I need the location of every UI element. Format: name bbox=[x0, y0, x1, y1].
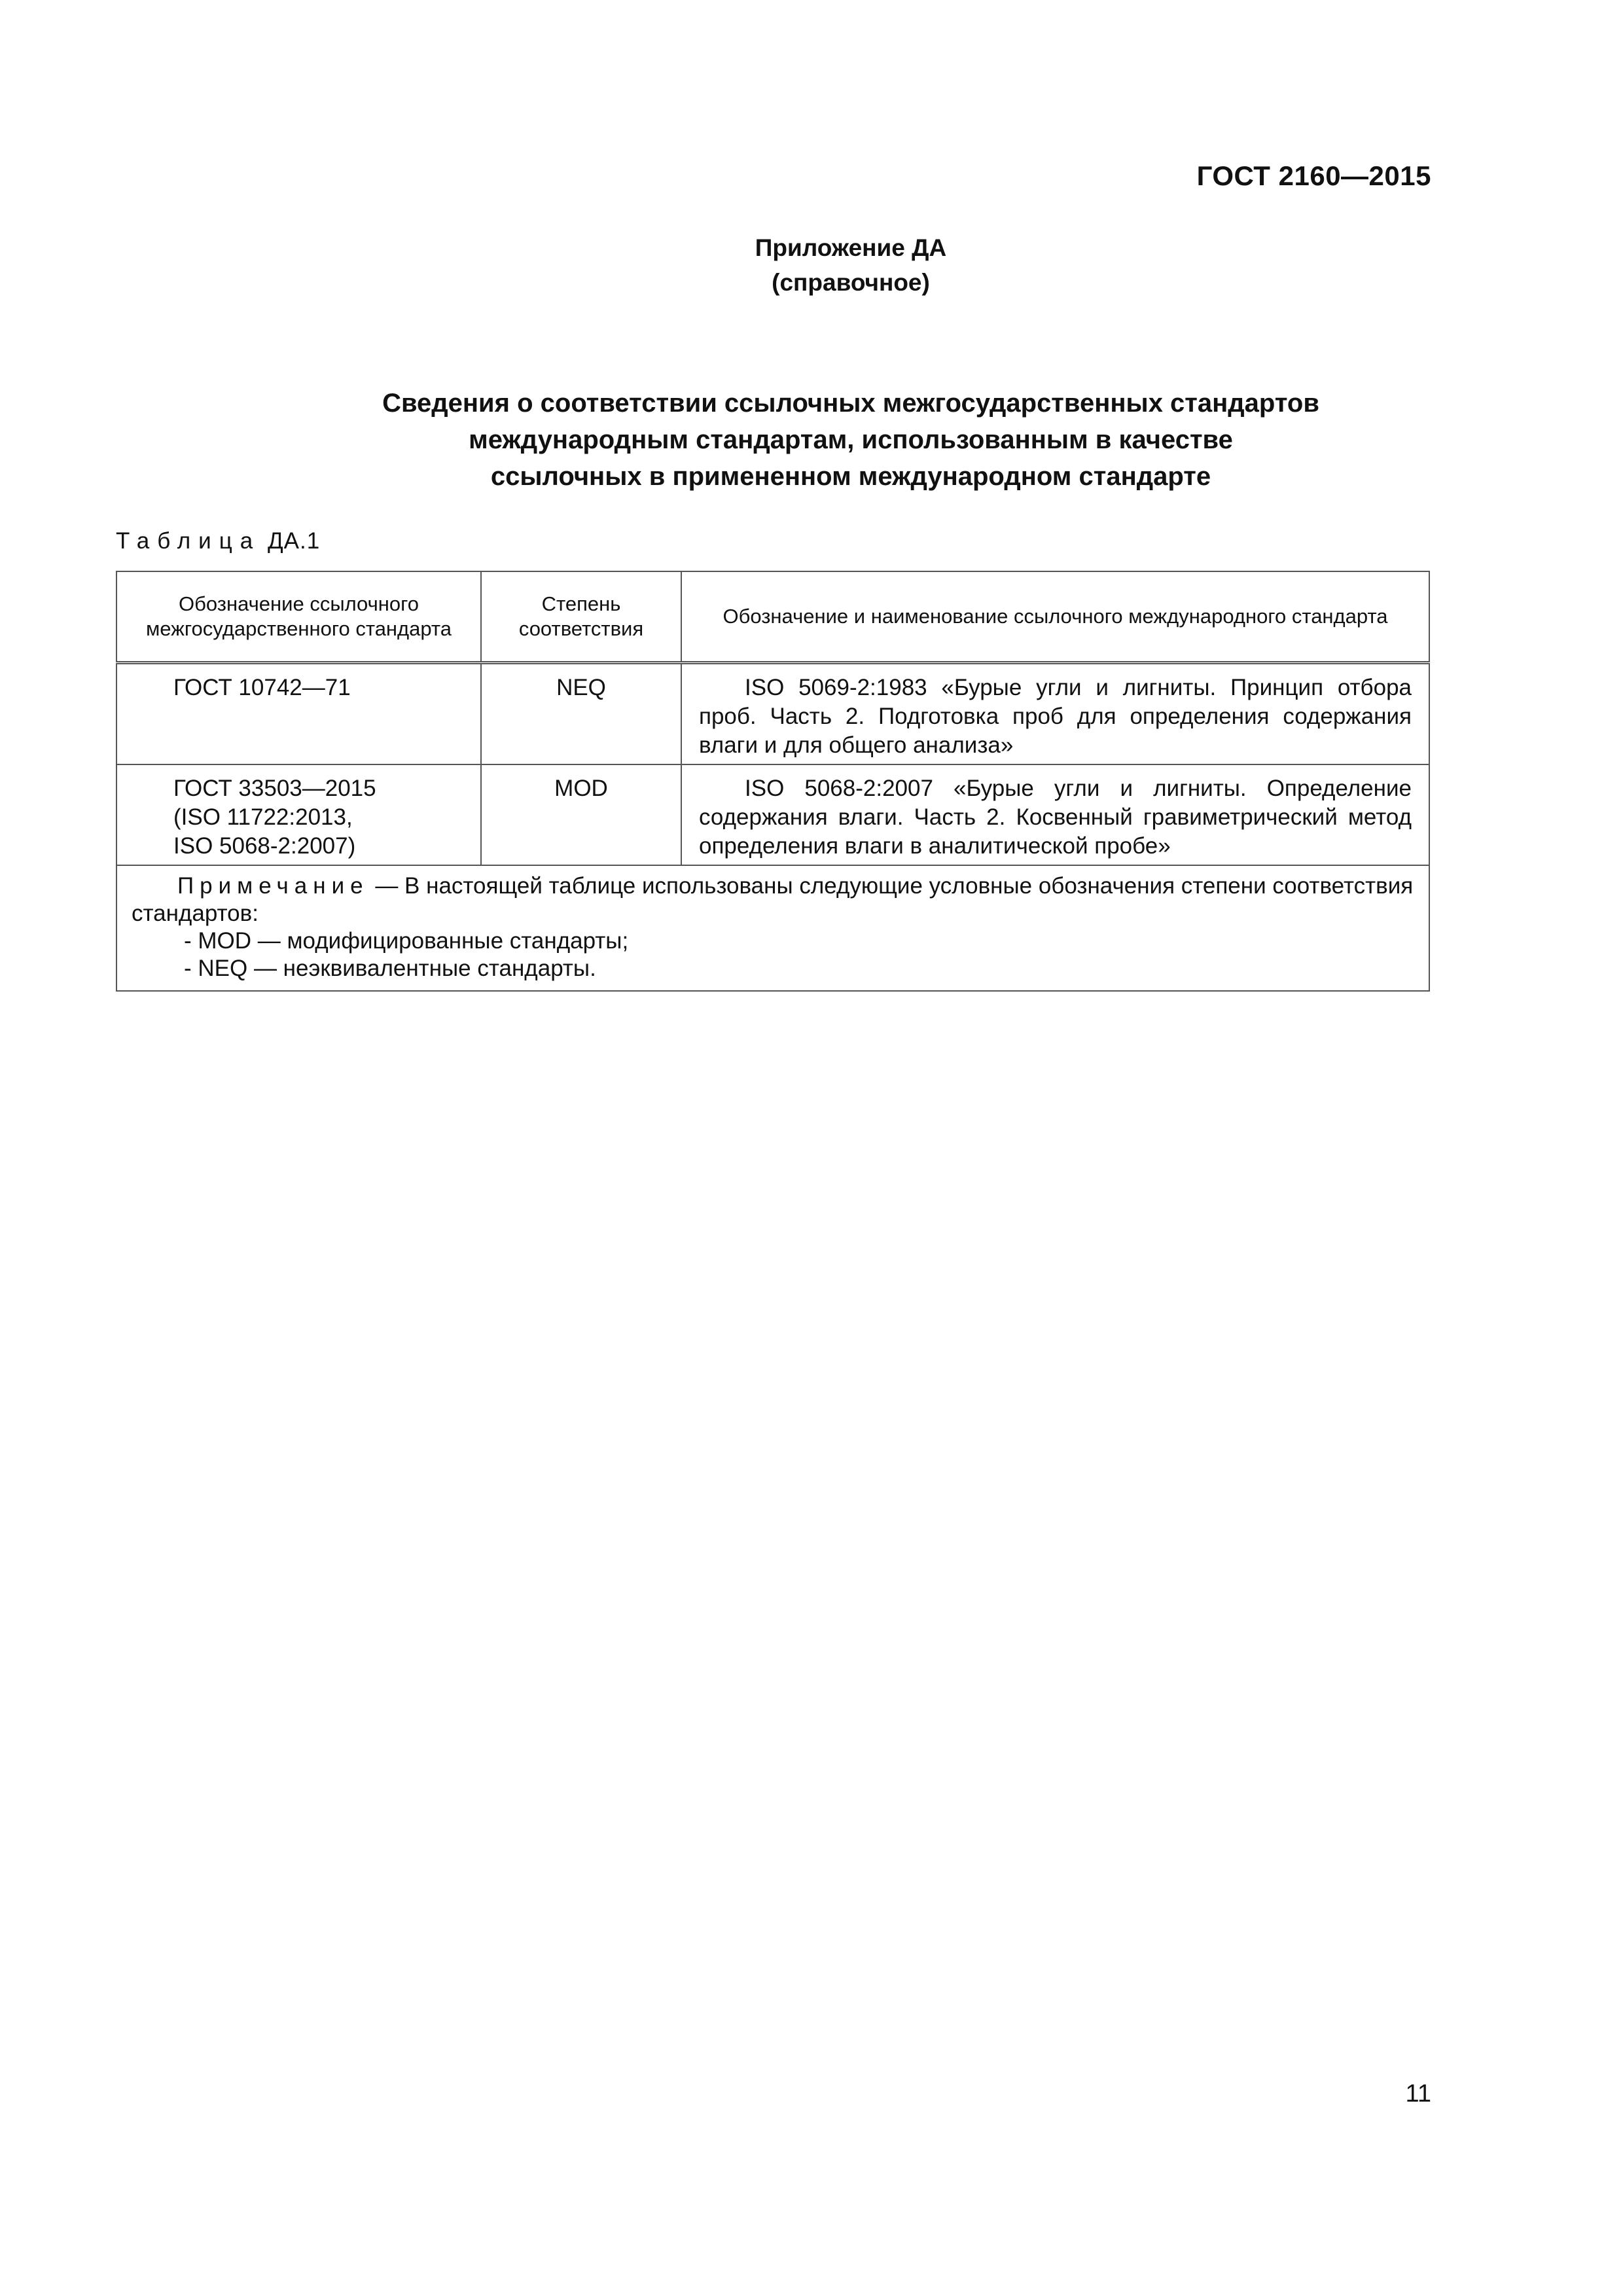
designation-line: ГОСТ 33503—2015 bbox=[173, 776, 376, 801]
header-international: Обозначение и наименование ссылочного международного стандарта bbox=[681, 571, 1429, 663]
section-title bbox=[0, 385, 1623, 495]
table-caption-label: Таблица bbox=[116, 528, 261, 554]
table-caption bbox=[116, 528, 320, 554]
appendix-type: (справочное) bbox=[772, 269, 930, 296]
note-lead bbox=[132, 872, 1414, 927]
note-item: - NEQ — неэквивалентные стандарты. bbox=[184, 956, 596, 981]
section-title-line: Сведения о соответствии ссылочных межгосударственных стандартов bbox=[382, 389, 1319, 418]
header-designation: Обозначение ссылочного межгосударственного стандарта bbox=[116, 571, 481, 663]
cell-designation bbox=[116, 764, 481, 865]
cell-international: ISO 5068-2:2007 «Бурые угли и лигниты. Определение содержания влаги. Часть 2. Косвенный гравиметрический метод определения влаги в аналитической пробе» bbox=[681, 764, 1429, 865]
note-label: Примечание bbox=[177, 873, 369, 899]
cell-international: ISO 5069-2:1983 «Бурые угли и лигниты. Принцип отбора проб. Часть 2. Подготовка проб для определения содержания влаги и для общего анализа» bbox=[681, 663, 1429, 765]
table-header-row bbox=[116, 571, 1429, 663]
table-row bbox=[116, 663, 1429, 765]
designation-line: ISO 5068-2:2007) bbox=[173, 833, 356, 859]
header-degree: Степень соответствия bbox=[481, 571, 681, 663]
appendix-title: Приложение ДА bbox=[755, 234, 947, 261]
document-code: ГОСТ 2160—2015 bbox=[1196, 160, 1431, 191]
reference-table bbox=[116, 571, 1430, 992]
table-note-row bbox=[116, 865, 1429, 991]
table-caption-number: ДА.1 bbox=[267, 528, 321, 554]
cell-degree: NEQ bbox=[481, 663, 681, 765]
table-row bbox=[116, 764, 1429, 865]
section-title-line: ссылочных в примененном международном стандарте bbox=[490, 462, 1211, 491]
note-text: — В настоящей таблице использованы следующие условные обозначения степени соответствия стандартов: bbox=[132, 873, 1414, 926]
cell-degree: MOD bbox=[481, 764, 681, 865]
section-title-line: международным стандартам, использованным в качестве bbox=[469, 425, 1233, 454]
cell-designation: ГОСТ 10742—71 bbox=[116, 663, 481, 765]
appendix-heading bbox=[0, 230, 1623, 300]
page-number: 11 bbox=[1405, 2080, 1431, 2108]
designation-line: (ISO 11722:2013, bbox=[173, 804, 353, 830]
note-item: - MOD — модифицированные стандарты; bbox=[184, 928, 629, 954]
table-note bbox=[116, 865, 1429, 991]
